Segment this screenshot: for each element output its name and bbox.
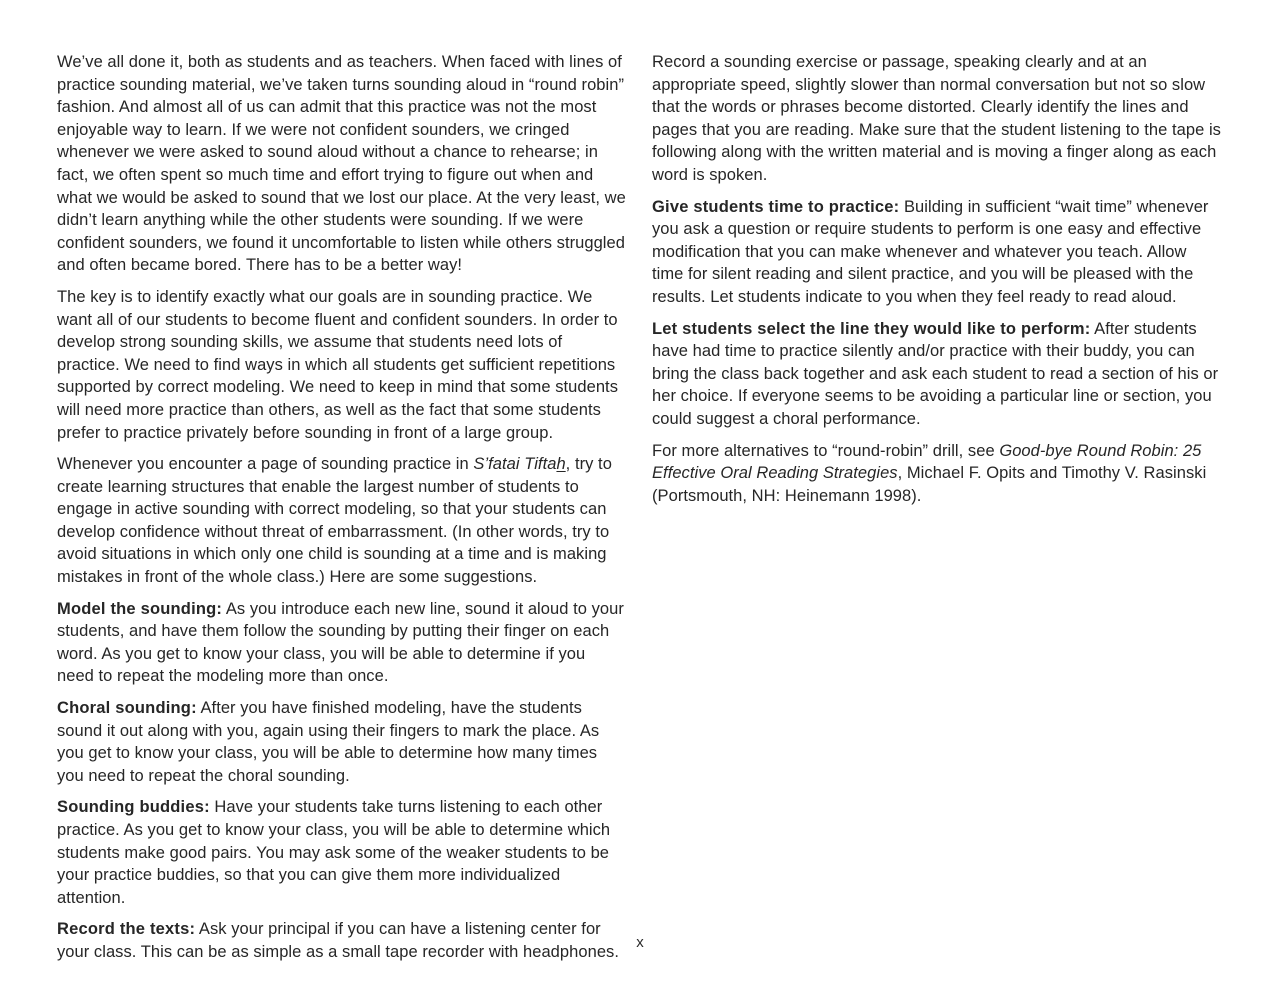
italic-underlined-letter: h [556, 455, 566, 474]
text-segment: As you introduce each new line, sound it aloud to your students, and have them follow the sounding by putting their finger on each word. As you get to know your class, you will be able to determine if you need to repeat the modeling more than once. [57, 599, 624, 686]
text-segment: After you have finished modeling, have the students sound it out along with you, again using their fingers to mark the place. As you get to know your class, you will be able to determine how many times you need to repeat the choral sounding. [57, 699, 600, 785]
text-segment: Ask your principal if you can have a listening center for your class. This can be as simple as a small tape recorder with headphones. [57, 920, 619, 961]
run-in-heading: Give students time to practice: [652, 197, 900, 216]
right-column [652, 51, 1221, 973]
italic-book-title: S’fatai Tifta [473, 455, 557, 474]
paragraph [652, 440, 1221, 508]
text-segment: Record a sounding exercise or passage, speaking clearly and at an appropriate speed, slightly slower than normal conversation but not so slow that the words or phrases become distorted. Clearly identify the lines and pages that you are reading. Make sure that the student listening to the tape is following along with the written material and is moving a finger along as each word is spoken. [652, 53, 1221, 184]
paragraph [57, 51, 626, 277]
page-number: x [636, 934, 644, 951]
paragraph [652, 318, 1221, 431]
two-column-text-block [57, 51, 1221, 973]
left-column [57, 51, 626, 973]
paragraph [652, 196, 1221, 309]
run-in-heading: Let students select the line they would like to perform: [652, 319, 1091, 338]
text-segment: For more alternatives to “round-robin” drill, see [652, 441, 1000, 460]
run-in-heading: Record the texts: [57, 920, 196, 939]
text-segment: Whenever you encounter a page of sounding practice in [57, 455, 474, 474]
run-in-heading: Sounding buddies: [57, 798, 210, 817]
paragraph [57, 598, 626, 688]
text-segment: After students have had time to practice silently and/or practice with their buddy, you can bring the class back together and ask each student to read a section of his or her choice. If everyone seems to be avoiding a particular line or section, you could suggest a choral performance. [652, 319, 1219, 428]
text-segment: Building in sufficient “wait time” whenever you ask a question or require students to perform is one easy and effective modification that you can make whenever and whatever you teach. Allow time for silent reading and silent practice, and you will be pleased with the results. Let students indicate to you when they feel ready to read aloud. [652, 197, 1209, 306]
paragraph [57, 697, 626, 787]
run-in-heading: Choral sounding: [57, 699, 197, 718]
text-segment: The key is to identify exactly what our goals are in sounding practice. We want all of our students to become fluent and confident sounders. In order to develop strong sounding skills, we assume that students need lots of practice. We need to find ways in which all students get sufficient repetitions supported by correct modeling. We need to keep in mind that some students will need more practice than others, as well as the fact that some students prefer to practice privately before sounding in front of a large group. [57, 287, 618, 442]
paragraph [57, 286, 626, 444]
text-segment: We’ve all done it, both as students and as teachers. When faced with lines of practice sounding material, we’ve taken turns sounding aloud in “round robin” fashion. And almost all of us can admit that this practice was not the most enjoyable way to learn. If we were not confident sounders, we cringed whenever we were asked to sound aloud without a chance to rehearse; in fact, we often spent so much time and effort trying to figure out when and what we would be asked to sound that we lost our place. At the very least, we didn’t learn anything while the other students were sounding. If we were confident sounders, we found it uncomfortable to listen while others struggled and often became bored. There has to be a better way! [57, 53, 626, 275]
paragraph [652, 51, 1221, 187]
text-segment: , Michael F. Opits and Timothy V. Rasinski (Portsmouth, NH: Heinemann 1998). [652, 464, 1207, 505]
italic-book-title: Good-bye Round Robin: 25 Effective Oral Reading Strategies [652, 441, 1202, 483]
text-segment: , try to create learning structures that enable the largest number of students to engage in active sounding with correct modeling, so that your students can develop confidence without threat of embarrassment. (In other words, try to avoid situations in which only one child is sounding at a time and is making mistakes in front of the whole class.) Here are some suggestions. [57, 455, 612, 587]
text-segment: Have your students take turns listening to each other practice. As you get to know your class, you will be able to determine which students make good pairs. You may ask some of the weaker students to be your practice buddies, so that you can give them more individualized attention. [57, 798, 611, 907]
paragraph [57, 796, 626, 909]
run-in-heading: Model the sounding: [57, 599, 223, 618]
paragraph [57, 453, 626, 589]
